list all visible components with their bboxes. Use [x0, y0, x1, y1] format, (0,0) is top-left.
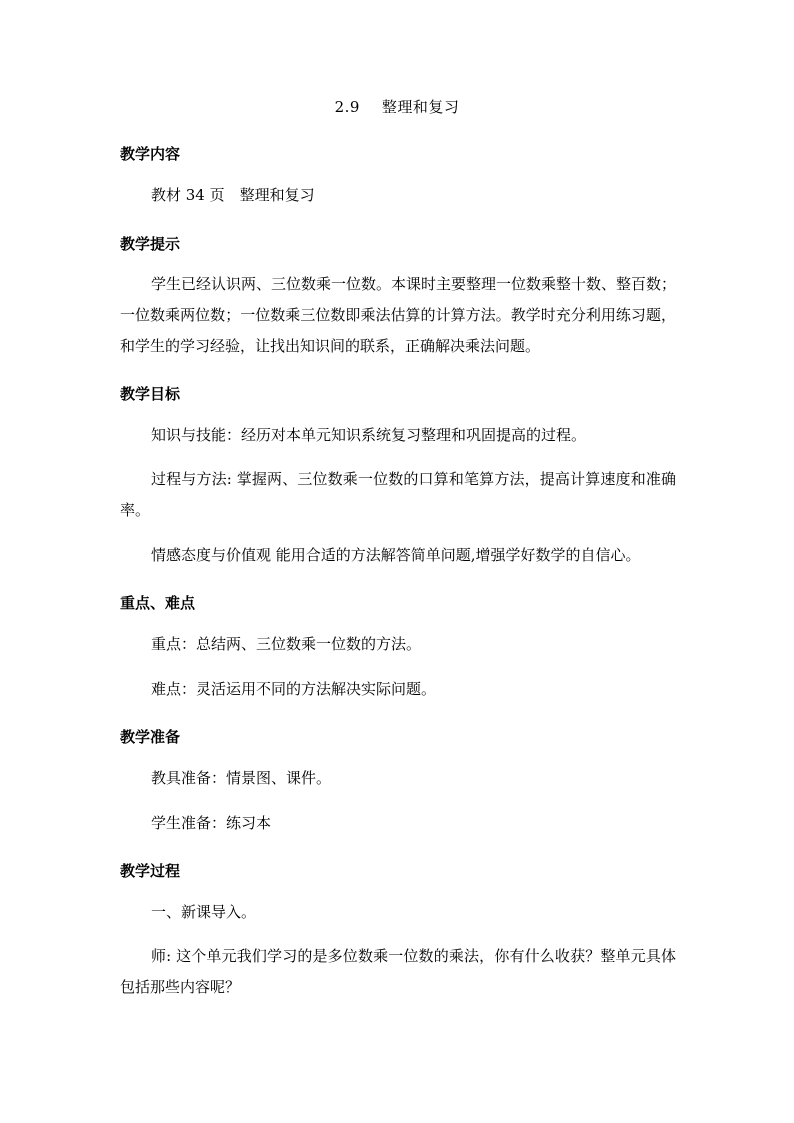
paragraph-goals-1: 知识与技能：经历对本单元知识系统复习整理和巩固提高的过程。 — [151, 426, 587, 444]
paragraph-preparation-2: 学生准备：练习本 — [151, 814, 272, 832]
page-title — [0, 96, 794, 117]
paragraph-process-1: 一、新课导入。 — [151, 903, 257, 921]
paragraph-keypoints-2: 难点：灵活运用不同的方法解决实际问题。 — [151, 680, 437, 698]
paragraph-preparation-1: 教具准备：情景图、课件。 — [151, 769, 332, 787]
section-heading-content: 教学内容 — [120, 145, 181, 163]
paragraph-process-2: 师: 这个单元我们学习的是多位数乘一位数的乘法，你有什么收获？整单元具体包括那些内容呢？ — [120, 947, 676, 996]
paragraph-goals-3: 情感态度与价值观 能用合适的方法解答简单问题,增强学好数学的自信心。 — [151, 546, 641, 564]
section-heading-hints: 教学提示 — [120, 235, 181, 253]
paragraph-hints-1: 学生已经认识两、三位数乘一位数。本课时主要整理一位数乘整十数、整百数；一位数乘两位数；一位数乘三位数即乘法估算的计算方法。教学时充分利用练习题，和学生的学习经验，让找出知识间的联系，正确解决乘法问题。 — [120, 275, 677, 355]
title-text: 整理和复习 — [381, 98, 460, 116]
title-number: 2.9 — [334, 98, 360, 116]
paragraph-keypoints-1: 重点：总结两、三位数乘一位数的方法。 — [151, 635, 422, 653]
section-heading-preparation: 教学准备 — [120, 728, 181, 746]
section-heading-process: 教学过程 — [120, 862, 181, 880]
section-heading-goals: 教学目标 — [120, 385, 181, 403]
paragraph-goals-2: 过程与方法: 掌握两、三位数乘一位数的口算和笔算方法，提高计算速度和准确率。 — [120, 470, 676, 519]
paragraph-content-1: 教材 34 页 整理和复习 — [151, 186, 315, 204]
section-heading-keypoints: 重点、难点 — [120, 594, 196, 612]
